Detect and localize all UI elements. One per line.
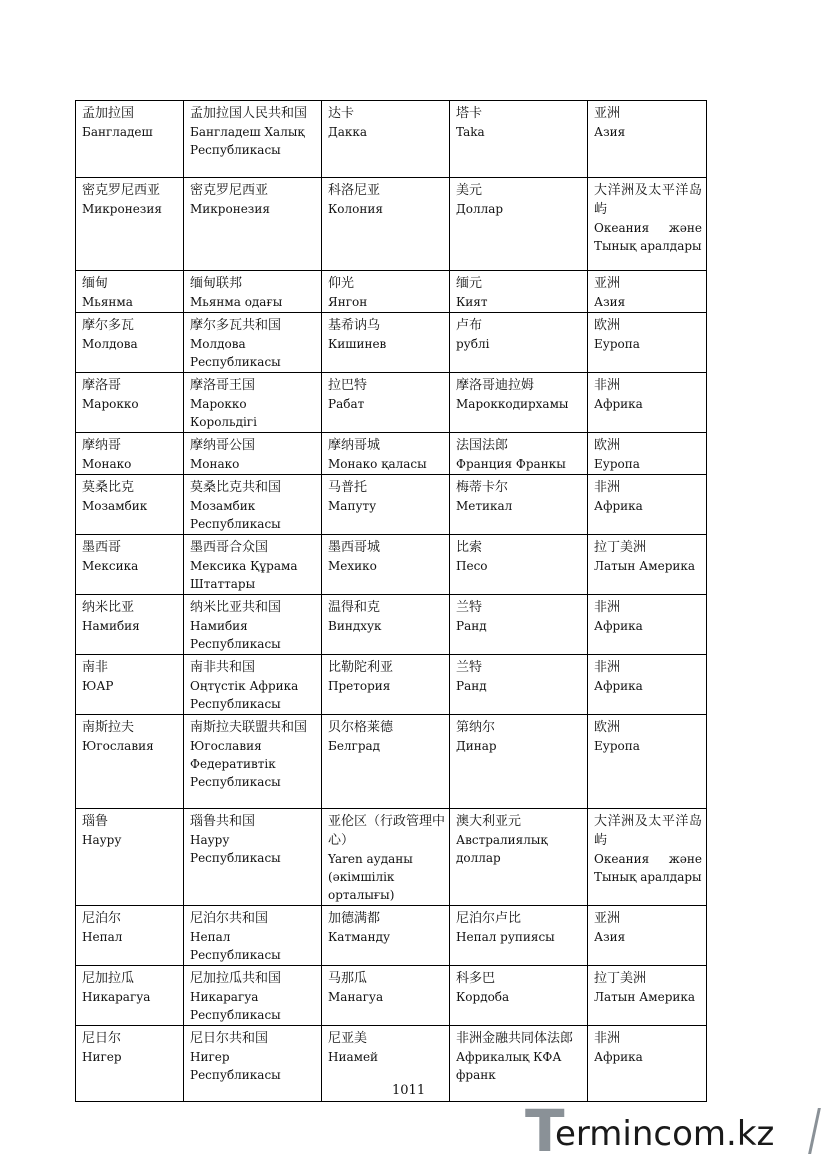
currency-kazakh: Австралиялық доллар <box>456 833 548 865</box>
country-chinese: 莫桑比克 <box>82 480 135 495</box>
region-kazakh: Еуропа <box>594 457 640 471</box>
official-name-cell <box>184 433 322 475</box>
capital-cell <box>322 809 450 906</box>
country-kazakh: Намибия <box>82 619 140 633</box>
table-row <box>76 809 707 906</box>
region-chinese: 亚洲 <box>594 276 621 291</box>
country-chinese: 墨西哥 <box>82 540 122 555</box>
official-name-kazakh: Мексика Құрама Штаттары <box>190 559 298 591</box>
region-cell <box>588 655 707 715</box>
capital-kazakh: Кишинев <box>328 337 387 351</box>
currency-cell <box>450 595 588 655</box>
capital-chinese: 加德满都 <box>328 911 381 926</box>
official-name-chinese: 摩纳哥公国 <box>190 438 256 453</box>
currency-chinese: 非洲金融共同体法郎 <box>456 1031 574 1046</box>
region-cell <box>588 1026 707 1102</box>
region-chinese: 欧洲 <box>594 438 621 453</box>
country-cell <box>76 906 184 966</box>
official-name-cell <box>184 178 322 271</box>
region-cell <box>588 715 707 809</box>
currency-chinese: 兰特 <box>456 660 483 675</box>
country-chinese: 缅甸 <box>82 276 109 291</box>
currency-chinese: 缅元 <box>456 276 483 291</box>
currency-cell <box>450 809 588 906</box>
capital-cell <box>322 313 450 373</box>
region-kazakh: Океания және Тынық аралдары <box>594 852 702 884</box>
region-cell <box>588 178 707 271</box>
official-name-chinese: 尼日尔共和国 <box>190 1031 269 1046</box>
region-chinese: 非洲 <box>594 480 621 495</box>
currency-kazakh: Африкалық КФА франк <box>456 1050 562 1082</box>
region-chinese: 亚洲 <box>594 106 621 121</box>
region-chinese: 非洲 <box>594 378 621 393</box>
official-name-cell <box>184 101 322 178</box>
official-name-chinese: 纳米比亚共和国 <box>190 600 282 615</box>
official-name-chinese: 南非共和国 <box>190 660 256 675</box>
capital-chinese: 亚伦区（行政管理中心） <box>328 814 446 848</box>
official-name-cell <box>184 271 322 313</box>
currency-chinese: 兰特 <box>456 600 483 615</box>
region-kazakh: Африка <box>594 679 643 693</box>
capital-kazakh: Yaren ауданы (әкімшілік орталығы) <box>328 852 413 902</box>
region-kazakh: Азия <box>594 125 626 139</box>
currency-cell <box>450 101 588 178</box>
currency-cell <box>450 313 588 373</box>
capital-cell <box>322 535 450 595</box>
region-kazakh: Азия <box>594 930 626 944</box>
capital-chinese: 拉巴特 <box>328 378 368 393</box>
official-name-cell <box>184 313 322 373</box>
official-name-cell <box>184 535 322 595</box>
country-chinese: 摩纳哥 <box>82 438 122 453</box>
capital-cell <box>322 966 450 1026</box>
currency-cell <box>450 1026 588 1102</box>
region-chinese: 非洲 <box>594 600 621 615</box>
region-chinese: 欧洲 <box>594 720 621 735</box>
region-cell <box>588 101 707 178</box>
region-kazakh: Африка <box>594 1050 643 1064</box>
country-kazakh: Молдова <box>82 337 138 351</box>
official-name-kazakh: Науру Республикасы <box>190 833 281 865</box>
country-chinese: 南非 <box>82 660 109 675</box>
official-name-chinese: 孟加拉国人民共和国 <box>190 106 308 121</box>
official-name-kazakh: Марокко Корольдігі <box>190 397 257 429</box>
region-cell <box>588 271 707 313</box>
page-number: 1011 <box>392 1083 426 1098</box>
region-cell <box>588 313 707 373</box>
country-table <box>75 100 707 1102</box>
currency-cell <box>450 655 588 715</box>
currency-chinese: 法国法郎 <box>456 438 509 453</box>
currency-kazakh: Доллар <box>456 202 504 216</box>
country-chinese: 孟加拉国 <box>82 106 135 121</box>
table-row <box>76 966 707 1026</box>
currency-kazakh: Ранд <box>456 619 487 633</box>
country-kazakh: Нигер <box>82 1050 122 1064</box>
official-name-chinese: 墨西哥合众国 <box>190 540 269 555</box>
currency-cell <box>450 433 588 475</box>
table-row <box>76 475 707 535</box>
official-name-chinese: 南斯拉夫联盟共和国 <box>190 720 308 735</box>
capital-chinese: 仰光 <box>328 276 355 291</box>
table-row <box>76 655 707 715</box>
currency-chinese: 澳大利亚元 <box>456 814 522 829</box>
official-name-cell <box>184 373 322 433</box>
capital-kazakh: Дакка <box>328 125 368 139</box>
table-row <box>76 715 707 809</box>
currency-kazakh: Мароккодирхамы <box>456 397 569 411</box>
country-kazakh: Никарагуа <box>82 990 151 1004</box>
currency-cell <box>450 906 588 966</box>
capital-cell <box>322 101 450 178</box>
table-row <box>76 178 707 271</box>
table-row <box>76 906 707 966</box>
region-chinese: 拉丁美洲 <box>594 540 647 555</box>
official-name-cell <box>184 966 322 1026</box>
capital-cell <box>322 271 450 313</box>
capital-chinese: 比勒陀利亚 <box>328 660 394 675</box>
table-row <box>76 373 707 433</box>
capital-kazakh: Мехико <box>328 559 377 573</box>
region-kazakh: Еуропа <box>594 739 640 753</box>
table-row <box>76 535 707 595</box>
currency-kazakh: Песо <box>456 559 488 573</box>
region-cell <box>588 809 707 906</box>
country-kazakh: Микронезия <box>82 202 162 216</box>
capital-kazakh: Колония <box>328 202 383 216</box>
currency-cell <box>450 535 588 595</box>
capital-kazakh: Манагуа <box>328 990 384 1004</box>
official-name-cell <box>184 715 322 809</box>
logo-swoosh-icon <box>808 1108 827 1154</box>
capital-cell <box>322 655 450 715</box>
official-name-chinese: 尼泊尔共和国 <box>190 911 269 926</box>
capital-cell <box>322 906 450 966</box>
official-name-chinese: 尼加拉瓜共和国 <box>190 971 282 986</box>
currency-chinese: 比索 <box>456 540 483 555</box>
capital-cell <box>322 433 450 475</box>
official-name-cell <box>184 475 322 535</box>
currency-cell <box>450 475 588 535</box>
official-name-kazakh: Монако <box>190 457 240 471</box>
country-cell <box>76 715 184 809</box>
capital-kazakh: Мапуту <box>328 499 377 513</box>
region-kazakh: Латын Америка <box>594 559 696 573</box>
country-cell <box>76 535 184 595</box>
country-chinese: 摩尔多瓦 <box>82 318 135 333</box>
capital-chinese: 马普托 <box>328 480 368 495</box>
capital-kazakh: Претория <box>328 679 391 693</box>
official-name-chinese: 缅甸联邦 <box>190 276 243 291</box>
capital-cell <box>322 373 450 433</box>
country-cell <box>76 475 184 535</box>
official-name-chinese: 莫桑比克共和国 <box>190 480 282 495</box>
capital-chinese: 温得和克 <box>328 600 381 615</box>
region-kazakh: Океания және Тынық аралдары <box>594 221 702 253</box>
region-chinese: 非洲 <box>594 660 621 675</box>
capital-kazakh: Ниамей <box>328 1050 379 1064</box>
currency-chinese: 摩洛哥迪拉姆 <box>456 378 535 393</box>
region-cell <box>588 906 707 966</box>
country-kazakh: Мексика <box>82 559 139 573</box>
capital-chinese: 尼亚美 <box>328 1031 368 1046</box>
region-kazakh: Еуропа <box>594 337 640 351</box>
table-row <box>76 271 707 313</box>
currency-cell <box>450 966 588 1026</box>
country-cell <box>76 373 184 433</box>
country-chinese: 摩洛哥 <box>82 378 122 393</box>
region-chinese: 大洋洲及太平洋岛屿 <box>594 814 702 848</box>
capital-cell <box>322 595 450 655</box>
country-kazakh: ЮАР <box>82 679 114 693</box>
capital-kazakh: Рабат <box>328 397 365 411</box>
capital-cell <box>322 178 450 271</box>
capital-kazakh: Белград <box>328 739 381 753</box>
region-kazakh: Африка <box>594 499 643 513</box>
region-cell <box>588 535 707 595</box>
termincom-logo[interactable] <box>525 1097 825 1165</box>
country-cell <box>76 1026 184 1102</box>
region-cell <box>588 595 707 655</box>
official-name-kazakh: Нигер Республикасы <box>190 1050 281 1082</box>
official-name-kazakh: Непал Республикасы <box>190 930 281 962</box>
official-name-cell <box>184 906 322 966</box>
currency-chinese: 科多巴 <box>456 971 496 986</box>
country-kazakh: Бангладеш <box>82 125 153 139</box>
capital-chinese: 科洛尼亚 <box>328 183 381 198</box>
country-chinese: 尼加拉瓜 <box>82 971 135 986</box>
country-kazakh: Мьянма <box>82 295 133 309</box>
country-cell <box>76 595 184 655</box>
region-kazakh: Африка <box>594 619 643 633</box>
logo-wordmark: ermincom.kz <box>555 1114 775 1154</box>
official-name-cell <box>184 655 322 715</box>
capital-chinese: 摩纳哥城 <box>328 438 381 453</box>
region-chinese: 欧洲 <box>594 318 621 333</box>
country-kazakh: Науру <box>82 833 122 847</box>
country-chinese: 纳米比亚 <box>82 600 135 615</box>
currency-cell <box>450 271 588 313</box>
table-row <box>76 595 707 655</box>
country-kazakh: Югославия <box>82 739 154 753</box>
official-name-cell <box>184 595 322 655</box>
capital-cell <box>322 715 450 809</box>
official-name-kazakh: Молдова Республикасы <box>190 337 281 369</box>
region-kazakh: Африка <box>594 397 643 411</box>
currency-chinese: 卢布 <box>456 318 483 333</box>
region-chinese: 非洲 <box>594 1031 621 1046</box>
capital-cell <box>322 475 450 535</box>
table-row <box>76 313 707 373</box>
capital-kazakh: Катманду <box>328 930 391 944</box>
currency-chinese: 尼泊尔卢比 <box>456 911 522 926</box>
official-name-chinese: 瑙鲁共和国 <box>190 814 256 829</box>
currency-kazakh: Кият <box>456 295 488 309</box>
currency-kazakh: Ранд <box>456 679 487 693</box>
currency-cell <box>450 373 588 433</box>
region-chinese: 亚洲 <box>594 911 621 926</box>
logo-letter-t: T <box>525 1097 565 1165</box>
capital-chinese: 贝尔格莱德 <box>328 720 394 735</box>
region-chinese: 大洋洲及太平洋岛屿 <box>594 183 702 217</box>
capital-chinese: 马那瓜 <box>328 971 368 986</box>
country-chinese: 瑙鲁 <box>82 814 109 829</box>
region-chinese: 拉丁美洲 <box>594 971 647 986</box>
currency-chinese: 梅蒂卡尔 <box>456 480 509 495</box>
capital-kazakh: Виндхук <box>328 619 382 633</box>
region-cell <box>588 475 707 535</box>
official-name-kazakh: Микронезия <box>190 202 270 216</box>
table-row <box>76 101 707 178</box>
table-row <box>76 433 707 475</box>
official-name-chinese: 摩尔多瓦共和国 <box>190 318 282 333</box>
currency-kazakh: Taka <box>456 125 485 139</box>
country-chinese: 尼日尔 <box>82 1031 122 1046</box>
currency-kazakh: Непал рупиясы <box>456 930 555 944</box>
currency-kazakh: Кордоба <box>456 990 510 1004</box>
country-cell <box>76 809 184 906</box>
currency-chinese: 美元 <box>456 183 483 198</box>
country-cell <box>76 966 184 1026</box>
currency-kazakh: Метикал <box>456 499 513 513</box>
capital-chinese: 基希讷乌 <box>328 318 381 333</box>
country-chinese: 尼泊尔 <box>82 911 122 926</box>
official-name-chinese: 摩洛哥王国 <box>190 378 256 393</box>
official-name-kazakh: Бангладеш Халық Республикасы <box>190 125 305 157</box>
official-name-kazakh: Югославия Федеративтік Республикасы <box>190 739 281 789</box>
currency-kazakh: Динар <box>456 739 497 753</box>
capital-chinese: 墨西哥城 <box>328 540 381 555</box>
official-name-chinese: 密克罗尼西亚 <box>190 183 269 198</box>
country-kazakh: Мозамбик <box>82 499 148 513</box>
official-name-kazakh: Никарагуа Республикасы <box>190 990 281 1022</box>
official-name-cell <box>184 1026 322 1102</box>
region-cell <box>588 373 707 433</box>
official-name-kazakh: Намибия Республикасы <box>190 619 281 651</box>
country-cell <box>76 101 184 178</box>
country-cell <box>76 178 184 271</box>
currency-chinese: 塔卡 <box>456 106 483 121</box>
country-kazakh: Марокко <box>82 397 139 411</box>
capital-cell <box>322 1026 450 1102</box>
official-name-cell <box>184 809 322 906</box>
country-chinese: 密克罗尼西亚 <box>82 183 161 198</box>
capital-chinese: 达卡 <box>328 106 355 121</box>
capital-kazakh: Монако қаласы <box>328 457 427 471</box>
country-cell <box>76 271 184 313</box>
country-kazakh: Непал <box>82 930 123 944</box>
official-name-kazakh: Мозамбик Республикасы <box>190 499 281 531</box>
region-kazakh: Латын Америка <box>594 990 696 1004</box>
official-name-kazakh: Оңтүстік Африка Республикасы <box>190 679 299 711</box>
currency-kazakh: Франция Франкы <box>456 457 566 471</box>
region-kazakh: Азия <box>594 295 626 309</box>
table-row <box>76 1026 707 1102</box>
region-cell <box>588 966 707 1026</box>
currency-cell <box>450 178 588 271</box>
currency-kazakh: рублі <box>456 337 490 351</box>
capital-kazakh: Янгон <box>328 295 368 309</box>
currency-cell <box>450 715 588 809</box>
official-name-kazakh: Мьянма одағы <box>190 295 283 309</box>
currency-chinese: 第纳尔 <box>456 720 496 735</box>
country-cell <box>76 655 184 715</box>
region-cell <box>588 433 707 475</box>
country-kazakh: Монако <box>82 457 132 471</box>
country-cell <box>76 313 184 373</box>
country-cell <box>76 433 184 475</box>
country-chinese: 南斯拉夫 <box>82 720 135 735</box>
